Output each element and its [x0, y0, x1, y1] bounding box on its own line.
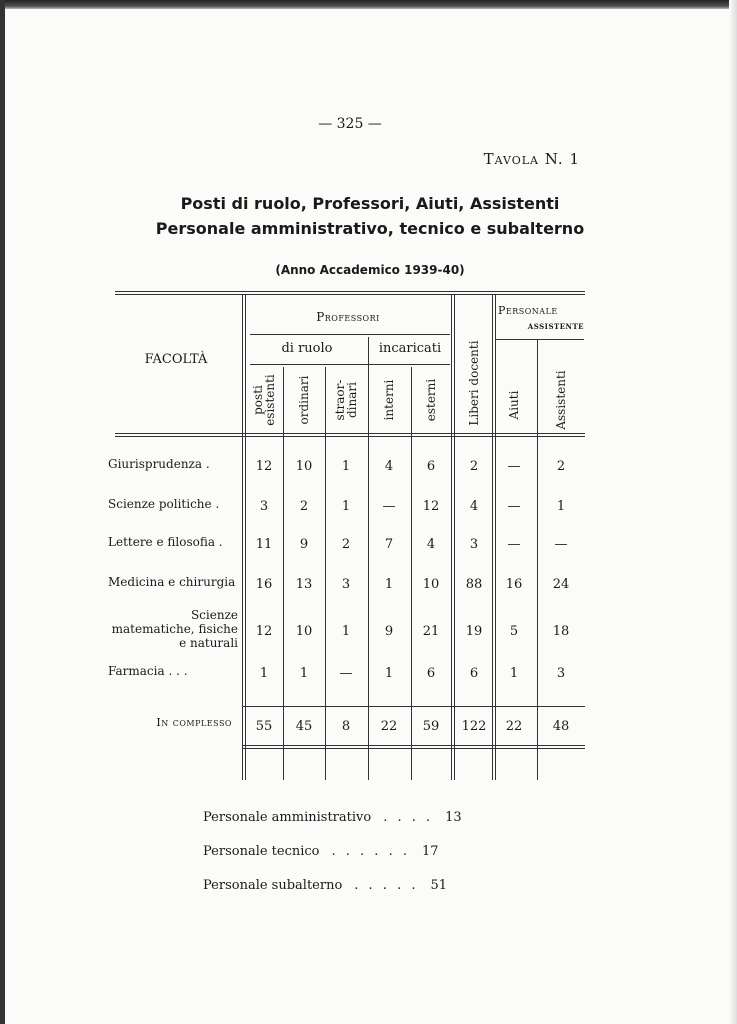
- rule: [411, 367, 412, 780]
- leader-dots: . . . .: [383, 810, 434, 825]
- table-cell: —: [339, 666, 353, 681]
- table-cell: 12: [255, 624, 273, 639]
- scan-top-edge: [0, 0, 737, 9]
- table-cell: 3: [341, 577, 351, 592]
- page-number: — 325 —: [318, 116, 382, 132]
- table-cell: 4: [469, 499, 479, 514]
- rule: [283, 367, 284, 780]
- row-label: Scienze politiche .: [108, 497, 220, 511]
- total-cell: 45: [295, 719, 313, 734]
- header-facolta: FACOLTÀ: [144, 352, 208, 367]
- column-header: ordinari: [297, 375, 311, 425]
- rule: [250, 334, 450, 335]
- table-cell: 11: [255, 537, 273, 552]
- table-cell: 1: [341, 499, 351, 514]
- rule: [325, 367, 326, 780]
- title-line-1: Posti di ruolo, Professori, Aiuti, Assistenti: [180, 194, 560, 213]
- table-cell: 5: [509, 624, 519, 639]
- total-cell: 22: [505, 719, 523, 734]
- column-header: straor-dinari: [333, 379, 359, 421]
- table-cell: 9: [384, 624, 394, 639]
- row-label: Scienze matematiche, fisiche e naturali: [111, 608, 238, 650]
- table-cell: 2: [341, 537, 351, 552]
- table-cell: 1: [341, 459, 351, 474]
- column-header: esterni: [424, 378, 438, 422]
- table-cell: 1: [384, 666, 394, 681]
- table-cell: 1: [341, 624, 351, 639]
- table-cell: 3: [259, 499, 269, 514]
- table-cell: 4: [384, 459, 394, 474]
- total-label: In complesso: [156, 716, 232, 729]
- leader-dots: . . . . .: [354, 878, 419, 893]
- personale-row: [203, 878, 447, 894]
- total-cell: 48: [552, 719, 570, 734]
- header-assistente: assistente: [527, 321, 584, 332]
- rule: [451, 295, 455, 780]
- table-cell: 2: [556, 459, 566, 474]
- table-cell: 1: [299, 666, 309, 681]
- personale-value: 13: [445, 810, 462, 825]
- table-cell: —: [554, 537, 568, 552]
- personale-row: [203, 810, 462, 826]
- rule: [243, 706, 585, 707]
- header-incaricati: incaricati: [378, 341, 442, 356]
- table-cell: 16: [255, 577, 273, 592]
- table-cell: 1: [509, 666, 519, 681]
- table-cell: —: [507, 537, 521, 552]
- table-cell: —: [507, 499, 521, 514]
- column-header: Assistenti: [554, 370, 568, 430]
- scan-right-edge: [729, 0, 737, 1024]
- table-cell: 18: [552, 624, 570, 639]
- table-cell: 6: [426, 459, 436, 474]
- personale-label: Personale subalterno: [203, 878, 343, 893]
- row-label: Giurisprudenza .: [108, 457, 210, 471]
- scan-left-edge: [0, 0, 5, 1024]
- row-label: Farmacia . . .: [108, 664, 188, 678]
- total-cell: 122: [461, 719, 487, 734]
- header-di-ruolo: di ruolo: [281, 341, 333, 356]
- header-personale: Personale: [498, 304, 558, 317]
- personale-row: [203, 844, 439, 860]
- table-cell: 1: [384, 577, 394, 592]
- table-cell: 16: [505, 577, 523, 592]
- rule: [243, 745, 585, 749]
- total-cell: 8: [341, 719, 351, 734]
- total-cell: 55: [255, 719, 273, 734]
- table-cell: 2: [469, 459, 479, 474]
- column-header: Liberi docenti: [467, 340, 481, 426]
- column-header: posti esistenti: [251, 374, 277, 426]
- personale-label: Personale tecnico: [203, 844, 320, 859]
- table-cell: 6: [426, 666, 436, 681]
- total-cell: 59: [422, 719, 440, 734]
- table-cell: 12: [255, 459, 273, 474]
- table-cell: 19: [465, 624, 483, 639]
- table-cell: 21: [422, 624, 440, 639]
- personale-value: 51: [430, 878, 448, 893]
- rule: [537, 340, 538, 780]
- table-cell: —: [507, 459, 521, 474]
- table-cell: 1: [259, 666, 269, 681]
- table-cell: 10: [422, 577, 440, 592]
- table-cell: 7: [384, 537, 394, 552]
- table-cell: 10: [295, 459, 313, 474]
- personale-label: Personale amministrativo: [203, 810, 372, 825]
- table-cell: 3: [469, 537, 479, 552]
- row-label: Medicina e chirurgia: [108, 575, 236, 589]
- rule: [496, 339, 584, 340]
- header-professori: Professori: [316, 310, 380, 324]
- personale-value: 17: [421, 844, 439, 859]
- table-cell: 3: [556, 666, 566, 681]
- row-label: Lettere e filosofia .: [108, 535, 223, 549]
- column-header: Aiuti: [507, 390, 521, 420]
- table-cell: 24: [552, 577, 570, 592]
- table-cell: 12: [422, 499, 440, 514]
- table-cell: 88: [465, 577, 483, 592]
- title-line-2: Personale amministrativo, tecnico e subalterno: [155, 219, 585, 238]
- table-cell: 4: [426, 537, 436, 552]
- table-cell: 6: [469, 666, 479, 681]
- table-top-rule: [115, 291, 585, 295]
- leader-dots: . . . . . .: [331, 844, 410, 859]
- subtitle: (Anno Accademico 1939-40): [275, 263, 465, 277]
- total-cell: 22: [380, 719, 398, 734]
- rule: [368, 337, 369, 780]
- table-label: Tavola N. 1: [483, 150, 580, 168]
- table-cell: 2: [299, 499, 309, 514]
- table-cell: —: [382, 499, 396, 514]
- column-header: interni: [382, 379, 396, 421]
- table-cell: 10: [295, 624, 313, 639]
- table-cell: 1: [556, 499, 566, 514]
- table-cell: 9: [299, 537, 309, 552]
- table-cell: 13: [295, 577, 313, 592]
